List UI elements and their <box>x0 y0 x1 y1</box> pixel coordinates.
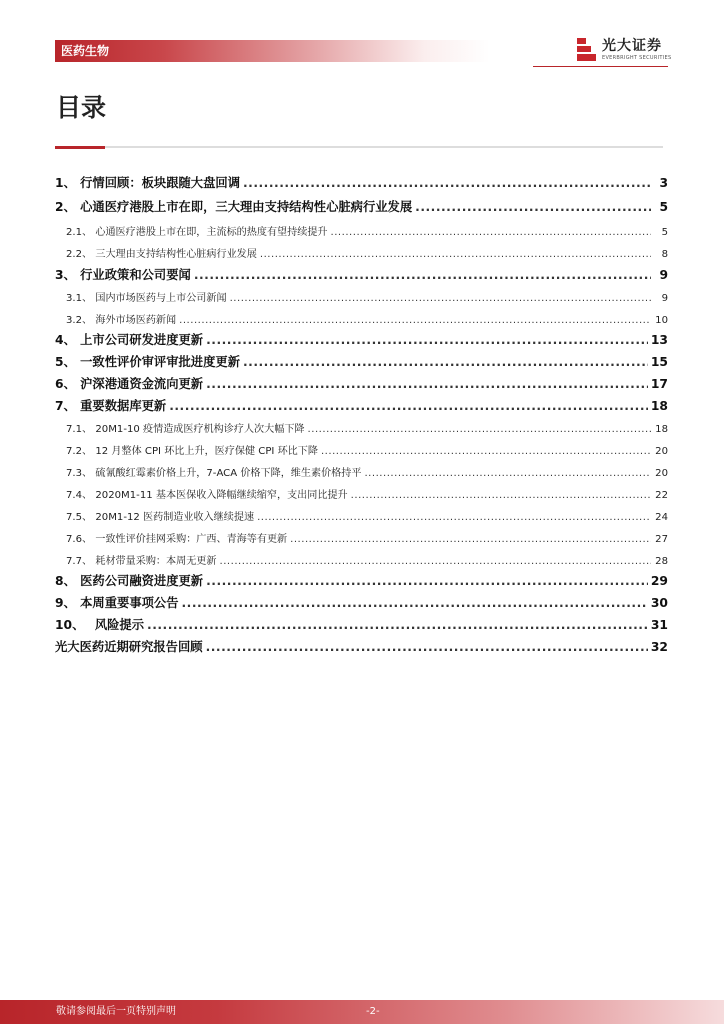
toc-entry-page: 20 <box>655 446 668 457</box>
toc-entry-title: 7、 重要数据库更新 <box>55 399 167 413</box>
toc-leader <box>351 490 651 501</box>
toc-entry-title: 3、 行业政策和公司要闻 <box>55 268 191 282</box>
toc-entry-page: 31 <box>650 618 668 632</box>
toc-subentry[interactable] <box>66 552 668 567</box>
toc-entry-title: 7.6、 一致性评价挂网采购：广西、青海等有更新 <box>66 534 288 545</box>
title-divider <box>55 146 663 148</box>
toc-entry-title: 5、 一致性评价审评审批进度更新 <box>55 355 240 369</box>
toc-entry-title: 1、 行情回顾：板块跟随大盘回调 <box>55 176 240 190</box>
toc-leader <box>206 574 648 588</box>
toc-entry-page: 20 <box>655 468 668 479</box>
toc-leader <box>243 176 651 190</box>
toc-subentry[interactable] <box>66 508 668 523</box>
toc-entry-title: 7.5、 20M1-12 医药制造业收入继续提速 <box>66 512 255 523</box>
header-rule <box>533 66 668 67</box>
toc-entry[interactable] <box>55 330 668 348</box>
logo-english-name: EVERBRIGHT SECURITIES <box>602 55 672 61</box>
toc-entry-title: 7.2、 12 月整体 CPI 环比上升，医疗保健 CPI 环比下降 <box>66 446 318 457</box>
everbright-logo-icon <box>575 37 597 63</box>
toc-leader <box>331 227 651 238</box>
toc-subentry[interactable] <box>66 245 668 260</box>
toc-leader <box>230 293 651 304</box>
toc-entry-page: 22 <box>655 490 668 501</box>
page-title: 目录 <box>56 93 107 122</box>
toc-entry[interactable] <box>55 396 668 414</box>
toc-entry-page: 27 <box>655 534 668 545</box>
toc-subentry[interactable] <box>66 486 668 501</box>
toc-entry[interactable] <box>55 352 668 370</box>
footer-disclaimer: 敬请参阅最后一页特别声明 <box>56 1006 176 1017</box>
toc-entry-page: 9 <box>659 268 668 282</box>
toc-entry-page: 13 <box>650 333 668 347</box>
toc-subentry[interactable] <box>66 464 668 479</box>
toc-entry[interactable] <box>55 265 668 283</box>
toc-entry-page: 24 <box>655 512 668 523</box>
brand-logo <box>575 37 685 67</box>
toc-leader <box>321 446 651 457</box>
toc-entry-title: 7.3、 硫氰酸红霉素价格上升，7-ACA 价格下降，维生素价格持平 <box>66 468 362 479</box>
toc-subentry[interactable] <box>66 223 668 238</box>
toc-leader <box>364 468 651 479</box>
toc-entry-title: 10、 风险提示 <box>55 618 145 632</box>
section-label: 医药生物 <box>61 44 110 58</box>
toc-entry-page: 17 <box>650 377 668 391</box>
toc-entry-title: 光大医药近期研究报告回顾 <box>55 640 203 654</box>
toc-leader <box>219 556 651 567</box>
toc-leader <box>206 333 648 347</box>
toc-leader <box>243 355 648 369</box>
toc-leader <box>415 200 651 214</box>
toc-subentry[interactable] <box>66 311 668 326</box>
title-divider-accent <box>55 146 105 149</box>
toc-entry-title: 7.7、 耗材带量采购：本周无更新 <box>66 556 217 567</box>
toc-entry-title: 2.2、 三大理由支持结构性心脏病行业发展 <box>66 249 257 260</box>
toc-subentry[interactable] <box>66 442 668 457</box>
toc-entry-title: 6、 沪深港通资金流向更新 <box>55 377 204 391</box>
toc-entry-page: 32 <box>650 640 668 654</box>
toc-entry-title: 3.2、 海外市场医药新闻 <box>66 315 177 326</box>
toc-entry[interactable] <box>55 197 668 215</box>
toc-entry-page: 9 <box>661 293 668 304</box>
toc-entry-title: 4、 上市公司研发进度更新 <box>55 333 204 347</box>
toc-entry[interactable] <box>55 637 668 655</box>
toc-leader <box>260 249 651 260</box>
toc-entry-title: 9、 本周重要事项公告 <box>55 596 179 610</box>
toc-entry-title: 7.4、 2020M1-11 基本医保收入降幅继续缩窄，支出同比提升 <box>66 490 348 501</box>
toc-entry-page: 15 <box>650 355 668 369</box>
toc-subentry[interactable] <box>66 420 668 435</box>
toc-leader <box>206 640 648 654</box>
toc-entry[interactable] <box>55 593 668 611</box>
toc-entry-title: 2.1、 心通医疗港股上市在即，主流标的热度有望持续提升 <box>66 227 328 238</box>
toc-entry[interactable] <box>55 173 668 191</box>
toc-entry-page: 18 <box>655 424 668 435</box>
header-band <box>55 40 490 62</box>
toc-leader <box>194 268 651 282</box>
toc-entry[interactable] <box>55 615 668 633</box>
toc-leader <box>206 377 648 391</box>
toc-entry[interactable] <box>55 374 668 392</box>
toc-entry[interactable] <box>55 571 668 589</box>
toc-leader <box>147 618 648 632</box>
toc-entry-page: 5 <box>661 227 668 238</box>
toc-entry-title: 7.1、 20M1-10 疫情造成医疗机构诊疗人次大幅下降 <box>66 424 305 435</box>
toc-leader <box>182 596 648 610</box>
page-number: -2- <box>366 1006 380 1017</box>
toc-entry-title: 3.1、 国内市场医药与上市公司新闻 <box>66 293 227 304</box>
toc-leader <box>308 424 651 435</box>
logo-chinese-name: 光大证券 <box>602 38 662 54</box>
toc-leader <box>290 534 651 545</box>
toc-entry-page: 3 <box>659 176 668 190</box>
toc-leader <box>179 315 651 326</box>
toc-entry-page: 30 <box>650 596 668 610</box>
toc-entry-page: 29 <box>650 574 668 588</box>
toc-subentry[interactable] <box>66 289 668 304</box>
toc-leader <box>169 399 648 413</box>
toc-entry-page: 18 <box>650 399 668 413</box>
toc-leader <box>257 512 651 523</box>
toc-entry-page: 10 <box>655 315 668 326</box>
toc-entry-page: 28 <box>655 556 668 567</box>
toc-entry-page: 5 <box>659 200 668 214</box>
toc-entry-page: 8 <box>661 249 668 260</box>
toc-subentry[interactable] <box>66 530 668 545</box>
toc-entry-title: 8、 医药公司融资进度更新 <box>55 574 204 588</box>
toc-entry-title: 2、 心通医疗港股上市在即，三大理由支持结构性心脏病行业发展 <box>55 200 413 214</box>
